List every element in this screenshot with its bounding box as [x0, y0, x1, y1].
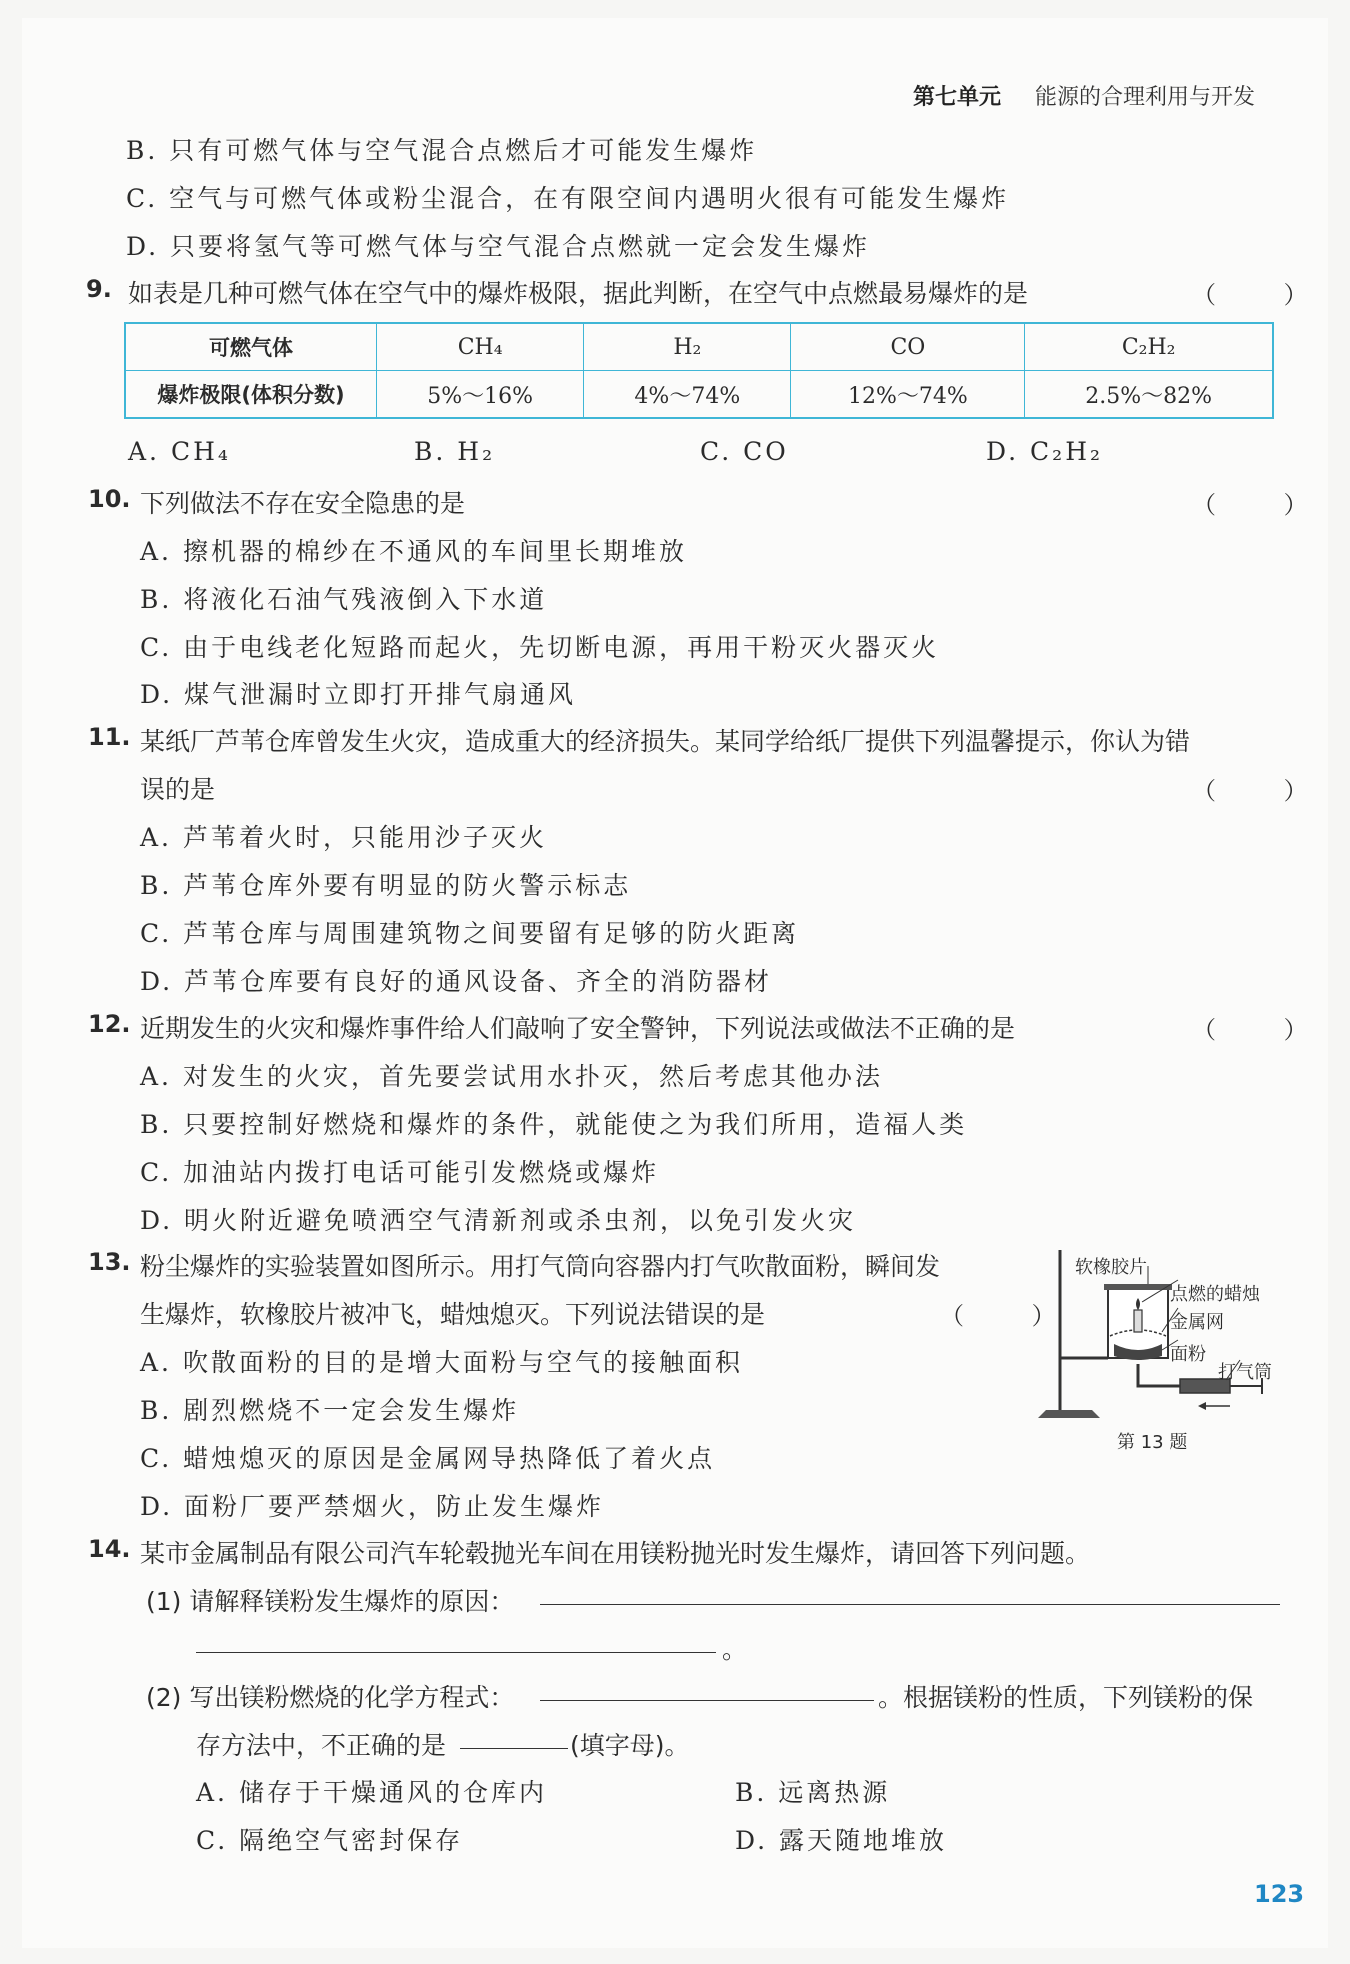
q8-option-d: D. 只要将氢气等可燃气体与空气混合点燃就一定会发生爆炸	[126, 232, 871, 261]
q14-number: 14.	[88, 1535, 131, 1563]
table-cell-gas: CH₄	[377, 323, 584, 371]
page-number: 123	[1254, 1880, 1305, 1908]
q13-text: 粉尘爆炸的实验装置如图所示。用打气筒向容器内打气吹散面粉，瞬间发	[140, 1252, 941, 1281]
q9-answer-paren: （ ）	[1192, 281, 1338, 309]
table-row-limits	[125, 371, 1273, 419]
q12-text: 近期发生的火灾和爆炸事件给人们敲响了安全警钟，下列说法或做法不正确的是	[140, 1014, 1016, 1043]
air-tube	[1138, 1364, 1180, 1386]
q8-option-b: B. 只有可燃气体与空气混合点燃后才可能发生爆炸	[126, 136, 758, 165]
q14-option-a: A. 储存于干燥通风的仓库内	[196, 1778, 547, 1807]
q13-answer-paren: （ ）	[940, 1302, 1086, 1330]
q11-answer-paren: （ ）	[1192, 777, 1338, 805]
table-cell-gas: CO	[791, 323, 1025, 371]
label-rubber-sheet: 软橡胶片	[1075, 1257, 1147, 1278]
q13-number: 13.	[88, 1248, 131, 1276]
q13-option-c: C. 蜡烛熄灭的原因是金属网导热降低了着火点	[140, 1444, 716, 1473]
push-arrow-head	[1198, 1402, 1206, 1410]
q10-answer-paren: （ ）	[1192, 491, 1338, 519]
rubber-sheet	[1104, 1284, 1172, 1290]
q9-number: 9.	[86, 275, 112, 303]
table-cell-gas: H₂	[584, 323, 791, 371]
table-row-gases	[125, 323, 1273, 371]
table-cell-limit: 12%～74%	[791, 371, 1025, 419]
stand-base	[1038, 1410, 1100, 1418]
q12-option-c: C. 加油站内拨打电话可能引发燃烧或爆炸	[140, 1158, 660, 1187]
table-cell-limit: 2.5%～82%	[1025, 371, 1273, 419]
table-header-gas: 可燃气体	[125, 323, 377, 371]
q10-option-c: C. 由于电线老化短路而起火，先切断电源，再用干粉灭火器灭火	[140, 633, 940, 662]
q10-text: 下列做法不存在安全隐患的是	[140, 489, 466, 518]
q11-text: 某纸厂芦苇仓库曾发生火灾，造成重大的经济损失。某同学给纸厂提供下列温馨提示，你认为错	[140, 727, 1191, 756]
q12-option-a: A. 对发生的火灾，首先要尝试用水扑灭，然后考虑其他办法	[140, 1062, 883, 1091]
q10-option-b: B. 将液化石油气残液倒入下水道	[140, 585, 548, 614]
q14-equation-blank[interactable]	[540, 1700, 874, 1701]
q11-option-c: C. 芦苇仓库与周围建筑物之间要留有足够的防火距离	[140, 919, 800, 948]
q8-option-c: C. 空气与可燃气体或粉尘混合，在有限空间内遇明火很有可能发生爆炸	[126, 184, 1010, 213]
q14-choice-blank[interactable]	[460, 1748, 568, 1749]
q12-number: 12.	[88, 1010, 131, 1038]
q12-option-b: B. 只要控制好燃烧和爆炸的条件，就能使之为我们所用，造福人类	[140, 1110, 968, 1139]
figure-caption: 第 13 题	[1117, 1432, 1188, 1453]
q14-option-c: C. 隔绝空气密封保存	[196, 1826, 464, 1855]
dust-explosion-apparatus-figure	[1030, 1240, 1290, 1430]
q9-option-c: C. CO	[700, 437, 789, 466]
q14-option-d: D. 露天随地堆放	[735, 1826, 948, 1855]
q13-option-b: B. 剧烈燃烧不一定会发生爆炸	[140, 1396, 520, 1425]
q10-number: 10.	[88, 485, 131, 513]
q13-option-a: A. 吹散面粉的目的是增大面粉与空气的接触面积	[140, 1348, 743, 1377]
label-air-pump: 打气筒	[1218, 1362, 1272, 1383]
label-lit-candle: 点燃的蜡烛	[1170, 1284, 1260, 1305]
q14-sub2-line2-end: (填字母)。	[570, 1731, 690, 1760]
q13-option-d: D. 面粉厂要严禁烟火，防止发生爆炸	[140, 1492, 605, 1521]
table-cell-limit: 4%～74%	[584, 371, 791, 419]
q10-option-d: D. 煤气泄漏时立即打开排气扇通风	[140, 680, 577, 709]
q11-option-b: B. 芦苇仓库外要有明显的防火警示标志	[140, 871, 632, 900]
q14-sub1-text: (1) 请解释镁粉发生爆炸的原因：	[146, 1587, 515, 1616]
header-topic: 能源的合理利用与开发	[1035, 85, 1256, 110]
candle	[1134, 1310, 1142, 1332]
q14-text: 某市金属制品有限公司汽车轮毂抛光车间在用镁粉抛光时发生爆炸，请回答下列问题。	[140, 1539, 1091, 1568]
q14-sub1-period: 。	[722, 1635, 748, 1664]
q11-option-d: D. 芦苇仓库要有良好的通风设备、齐全的消防器材	[140, 967, 773, 996]
q11-text-line2: 误的是	[140, 775, 216, 804]
q10-option-a: A. 擦机器的棉纱在不通风的车间里长期堆放	[140, 537, 687, 566]
q14-sub1-answer-blank-line2[interactable]	[196, 1652, 716, 1653]
table-header-limit: 爆炸极限(体积分数)	[125, 371, 377, 419]
q14-sub2-text: (2) 写出镁粉燃烧的化学方程式：	[146, 1683, 515, 1712]
label-flour: 面粉	[1170, 1344, 1206, 1365]
q14-sub2-after: 。根据镁粉的性质，下列镁粉的保	[878, 1683, 1254, 1712]
q9-option-b: B. H₂	[414, 437, 496, 466]
q14-option-b: B. 远离热源	[735, 1778, 891, 1807]
q11-number: 11.	[88, 723, 131, 751]
q14-sub2-line2: 存方法中，不正确的是	[196, 1731, 447, 1760]
q9-text: 如表是几种可燃气体在空气中的爆炸极限，据此判断，在空气中点燃最易爆炸的是	[128, 279, 1029, 308]
q11-option-a: A. 芦苇着火时，只能用沙子灭火	[140, 823, 547, 852]
q13-text-line2: 生爆炸，软橡胶片被冲飞，蜡烛熄灭。下列说法错误的是	[140, 1300, 766, 1329]
q12-option-d: D. 明火附近避免喷洒空气清新剂或杀虫剂，以免引发火灾	[140, 1206, 857, 1235]
table-cell-limit: 5%～16%	[377, 371, 584, 419]
header-unit: 第七单元	[913, 85, 1002, 110]
table-cell-gas: C₂H₂	[1025, 323, 1273, 371]
q9-option-a: A. CH₄	[128, 437, 231, 466]
q12-answer-paren: （ ）	[1192, 1016, 1338, 1044]
label-metal-mesh: 金属网	[1170, 1312, 1224, 1333]
q14-sub1-answer-blank[interactable]	[540, 1604, 1280, 1605]
q9-option-d: D. C₂H₂	[986, 437, 1104, 466]
explosion-limit-table	[124, 322, 1274, 419]
